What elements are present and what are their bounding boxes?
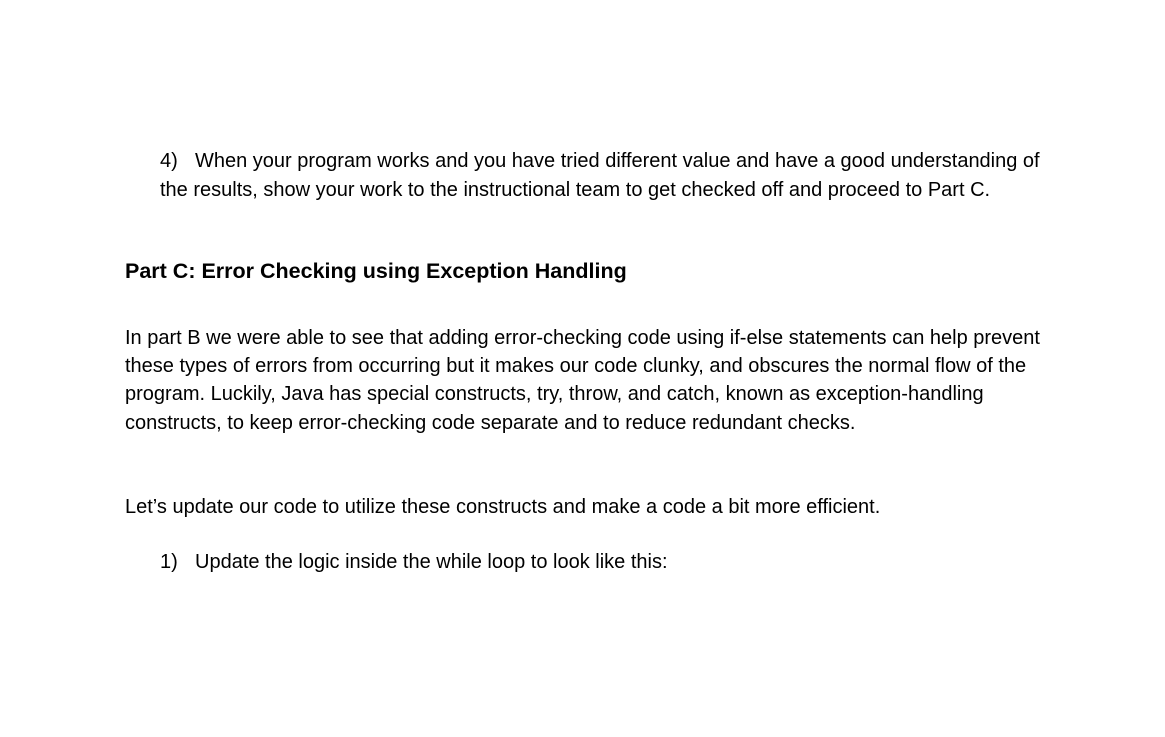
list-item-text: When your program works and you have tried different value and have a good understanding of the results, show your work to the instructional team to get checked off and proceed to Part C. (160, 150, 1040, 201)
list-number: 1) (160, 551, 178, 573)
list-number: 4) (160, 150, 178, 172)
list-item-text: Update the logic inside the while loop to look like this: (195, 551, 668, 573)
list-item-step-4 (160, 147, 1060, 204)
list-item-step-1 (160, 548, 1060, 577)
section-heading-part-c: Part C: Error Checking using Exception Handling (125, 259, 627, 283)
paragraph-intro: In part B we were able to see that adding error-checking code using if-else statements can help prevent these types of errors from occurring but it makes our code clunky, and obscures the normal flow of the program. Luckily, Java has special constructs, try, throw, and catch, known as exception-handling constructs, to keep error-checking code separate and to reduce redundant checks. (125, 327, 1040, 434)
paragraph-update-code: Let’s update our code to utilize these constructs and make a code a bit more efficient. (125, 496, 881, 518)
